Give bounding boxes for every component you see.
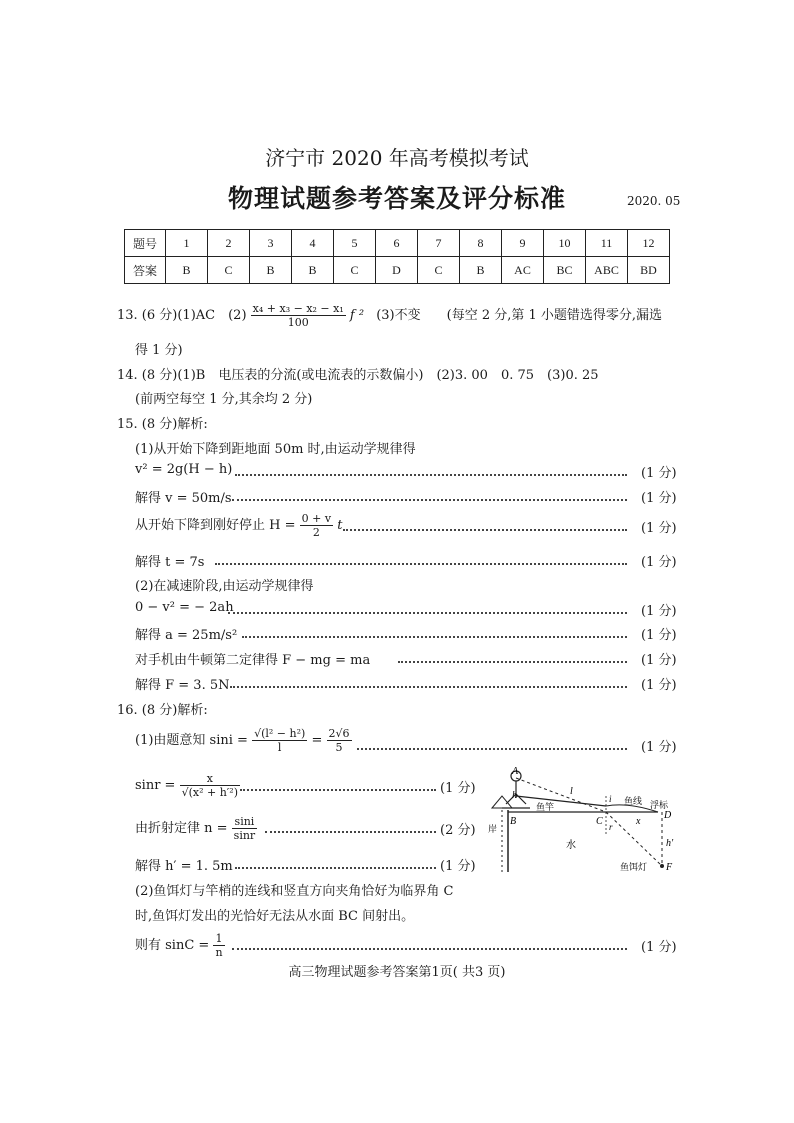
label-a: A	[512, 766, 519, 777]
answer-table	[124, 229, 670, 284]
q15-eq2: 解得 v = 50m/s	[135, 491, 232, 506]
fraction-numerator: x	[180, 772, 240, 786]
label-water: 水	[566, 840, 576, 851]
label-c: C	[596, 816, 603, 827]
row-label: 题号	[125, 230, 166, 257]
table-row-answers	[125, 257, 670, 284]
fraction-denominator: sinr	[233, 829, 256, 842]
dotted-leader	[343, 529, 627, 531]
table-cell: 9	[502, 230, 544, 257]
document-subtitle: 物理试题参考答案及评分标准	[227, 184, 566, 213]
label-b: B	[510, 816, 517, 827]
fraction-numerator: 0 + v	[301, 512, 332, 525]
fraction-denominator: √(x² + h′²)	[181, 786, 239, 799]
q15-eq1: v² = 2g(H − h)	[135, 462, 233, 477]
label-r: r	[609, 822, 613, 832]
table-cell: BC	[544, 257, 586, 284]
table-cell: 1	[166, 230, 208, 257]
q16-eq3	[135, 815, 257, 842]
q15-part1: (1)从开始下降到距地面 50m 时,由运动学规律得	[135, 442, 416, 457]
table-row-numbers	[125, 230, 670, 257]
table-cell: 11	[586, 230, 628, 257]
fraction-numerator: 2√6	[328, 727, 350, 740]
dotted-leader	[228, 612, 627, 614]
q13-prefix: 13. (6 分)(1)AC (2)	[117, 308, 247, 323]
refracted-ray	[606, 812, 662, 866]
lure-light-point	[660, 864, 664, 868]
score-label: (1 分)	[641, 604, 677, 619]
label-float: 浮标	[650, 800, 669, 810]
label-l: l	[570, 786, 573, 797]
dotted-leader	[398, 661, 627, 663]
label-rod: 鱼竿	[536, 802, 555, 812]
table-cell: C	[418, 257, 460, 284]
table-cell: ABC	[586, 257, 628, 284]
table-cell: C	[334, 257, 376, 284]
table-cell: 10	[544, 230, 586, 257]
score-label: (1 分)	[641, 653, 677, 668]
score-label: (1 分)	[440, 781, 476, 796]
fraction-numerator: x₄ + x₃ − x₂ − x₁	[252, 302, 344, 315]
exam-date: 2020. 05	[627, 194, 681, 208]
score-label: (1 分)	[641, 628, 677, 643]
fishing-diagram	[478, 766, 688, 876]
table-cell: 7	[418, 230, 460, 257]
stool-icon	[492, 796, 512, 808]
q16-eq1	[135, 727, 352, 754]
page-footer: 高三物理试题参考答案第1页( 共3 页)	[288, 965, 506, 980]
q13-frac-after: f ²	[349, 308, 365, 323]
q13-rest: (3)不变 (每空 2 分,第 1 小题错选得零分,漏选	[376, 308, 663, 323]
score-label: (1 分)	[641, 740, 677, 755]
equals-sign: =	[311, 733, 323, 748]
score-label: (1 分)	[641, 466, 677, 481]
fraction-numerator: sini	[232, 815, 258, 829]
table-cell: BD	[628, 257, 670, 284]
table-cell: B	[250, 257, 292, 284]
label-d: D	[664, 810, 672, 821]
label-bank: 岸	[488, 824, 498, 834]
table-cell: B	[460, 257, 502, 284]
sight-line	[516, 778, 606, 812]
q16-part2b: 时,鱼饵灯发出的光恰好无法从水面 BC 间射出。	[135, 909, 415, 924]
q16-eq1-fraction-2	[327, 727, 352, 754]
q16-eq1-fraction	[252, 727, 307, 754]
q16-eq2	[135, 772, 240, 799]
q16-eq1-pre: (1)由题意知 sini =	[135, 733, 248, 748]
q14-line2: (前两空每空 1 分,其余均 2 分)	[135, 392, 313, 407]
score-label: (1 分)	[641, 940, 677, 955]
fraction-denominator: l	[277, 741, 282, 754]
exam-title: 济宁市 2020 年高考模拟考试	[265, 146, 529, 170]
q15-eq7: 对手机由牛顿第二定律得 F − mg = ma	[135, 653, 371, 668]
q15-eq3-fraction	[300, 512, 333, 539]
table-cell: 2	[208, 230, 250, 257]
table-cell: B	[292, 257, 334, 284]
q13-line2: 得 1 分)	[135, 343, 183, 358]
q15-eq3	[135, 512, 342, 539]
table-cell: D	[376, 257, 418, 284]
q15-eq5: 0 − v² = − 2ah	[135, 600, 234, 615]
q16-eq5-fraction	[213, 932, 224, 959]
dotted-leader	[265, 831, 436, 833]
fraction-denominator: n	[215, 946, 223, 959]
fraction-numerator: 1	[213, 932, 224, 946]
score-label: (1 分)	[440, 859, 476, 874]
table-cell: 4	[292, 230, 334, 257]
dotted-leader	[357, 748, 627, 750]
score-label: (1 分)	[641, 491, 677, 506]
table-cell: C	[208, 257, 250, 284]
label-h-prime: h′	[666, 838, 674, 849]
q15-eq6: 解得 a = 25m/s²	[135, 628, 238, 643]
label-i: i	[609, 794, 612, 804]
table-cell: AC	[502, 257, 544, 284]
row-label: 答案	[125, 257, 166, 284]
fraction-denominator: 2	[312, 526, 320, 539]
dotted-leader	[235, 867, 436, 869]
q16-eq2-pre: sinr =	[135, 778, 176, 793]
q14-line1: 14. (8 分)(1)B 电压表的分流(或电流表的示数偏小) (2)3. 00 0. 75 (3)0. 25	[117, 368, 599, 383]
q16-eq5	[135, 932, 225, 959]
table-cell: 12	[628, 230, 670, 257]
label-lure-light: 鱼饵灯	[620, 862, 648, 872]
dotted-leader	[232, 499, 627, 501]
q16-eq3-pre: 由折射定律 n =	[135, 821, 228, 836]
fraction-numerator: √(l² − h²)	[254, 727, 306, 740]
score-label: (2 分)	[440, 823, 476, 838]
dotted-leader	[242, 636, 627, 638]
dotted-leader	[215, 563, 627, 565]
dotted-leader	[232, 948, 627, 950]
table-cell: 5	[334, 230, 376, 257]
label-f: F	[666, 862, 673, 873]
table-cell: 8	[460, 230, 502, 257]
q13-fraction	[251, 302, 346, 329]
q16-heading: 16. (8 分)解析:	[117, 703, 208, 718]
score-label: (1 分)	[641, 521, 677, 536]
q15-part2: (2)在减速阶段,由运动学规律得	[135, 579, 314, 594]
q16-eq5-pre: 则有 sinC =	[135, 938, 210, 953]
label-h: h	[512, 790, 517, 801]
q16-eq3-fraction	[232, 815, 258, 842]
dotted-leader	[235, 474, 627, 476]
q15-eq3-post: t	[337, 518, 343, 533]
fraction-denominator: 5	[335, 741, 343, 754]
table-cell: 3	[250, 230, 292, 257]
table-cell: B	[166, 257, 208, 284]
score-label: (1 分)	[641, 555, 677, 570]
score-label: (1 分)	[641, 678, 677, 693]
fishing-rod	[516, 796, 606, 806]
dotted-leader	[230, 686, 627, 688]
label-line: 鱼线	[624, 796, 643, 806]
dotted-leader	[240, 789, 436, 791]
fraction-denominator: 100	[287, 316, 309, 329]
label-x: x	[636, 816, 641, 827]
q13-line	[117, 302, 662, 329]
q15-eq4: 解得 t = 7s	[135, 555, 205, 570]
q15-heading: 15. (8 分)解析:	[117, 417, 208, 432]
q15-eq8: 解得 F = 3. 5N	[135, 678, 230, 693]
table-cell: 6	[376, 230, 418, 257]
q15-eq3-pre: 从开始下降到刚好停止 H =	[135, 518, 296, 533]
q16-part2a: (2)鱼饵灯与竿梢的连线和竖直方向夹角恰好为临界角 C	[135, 884, 454, 899]
q16-eq2-fraction	[180, 772, 240, 799]
q16-eq4: 解得 h′ = 1. 5m	[135, 859, 233, 874]
